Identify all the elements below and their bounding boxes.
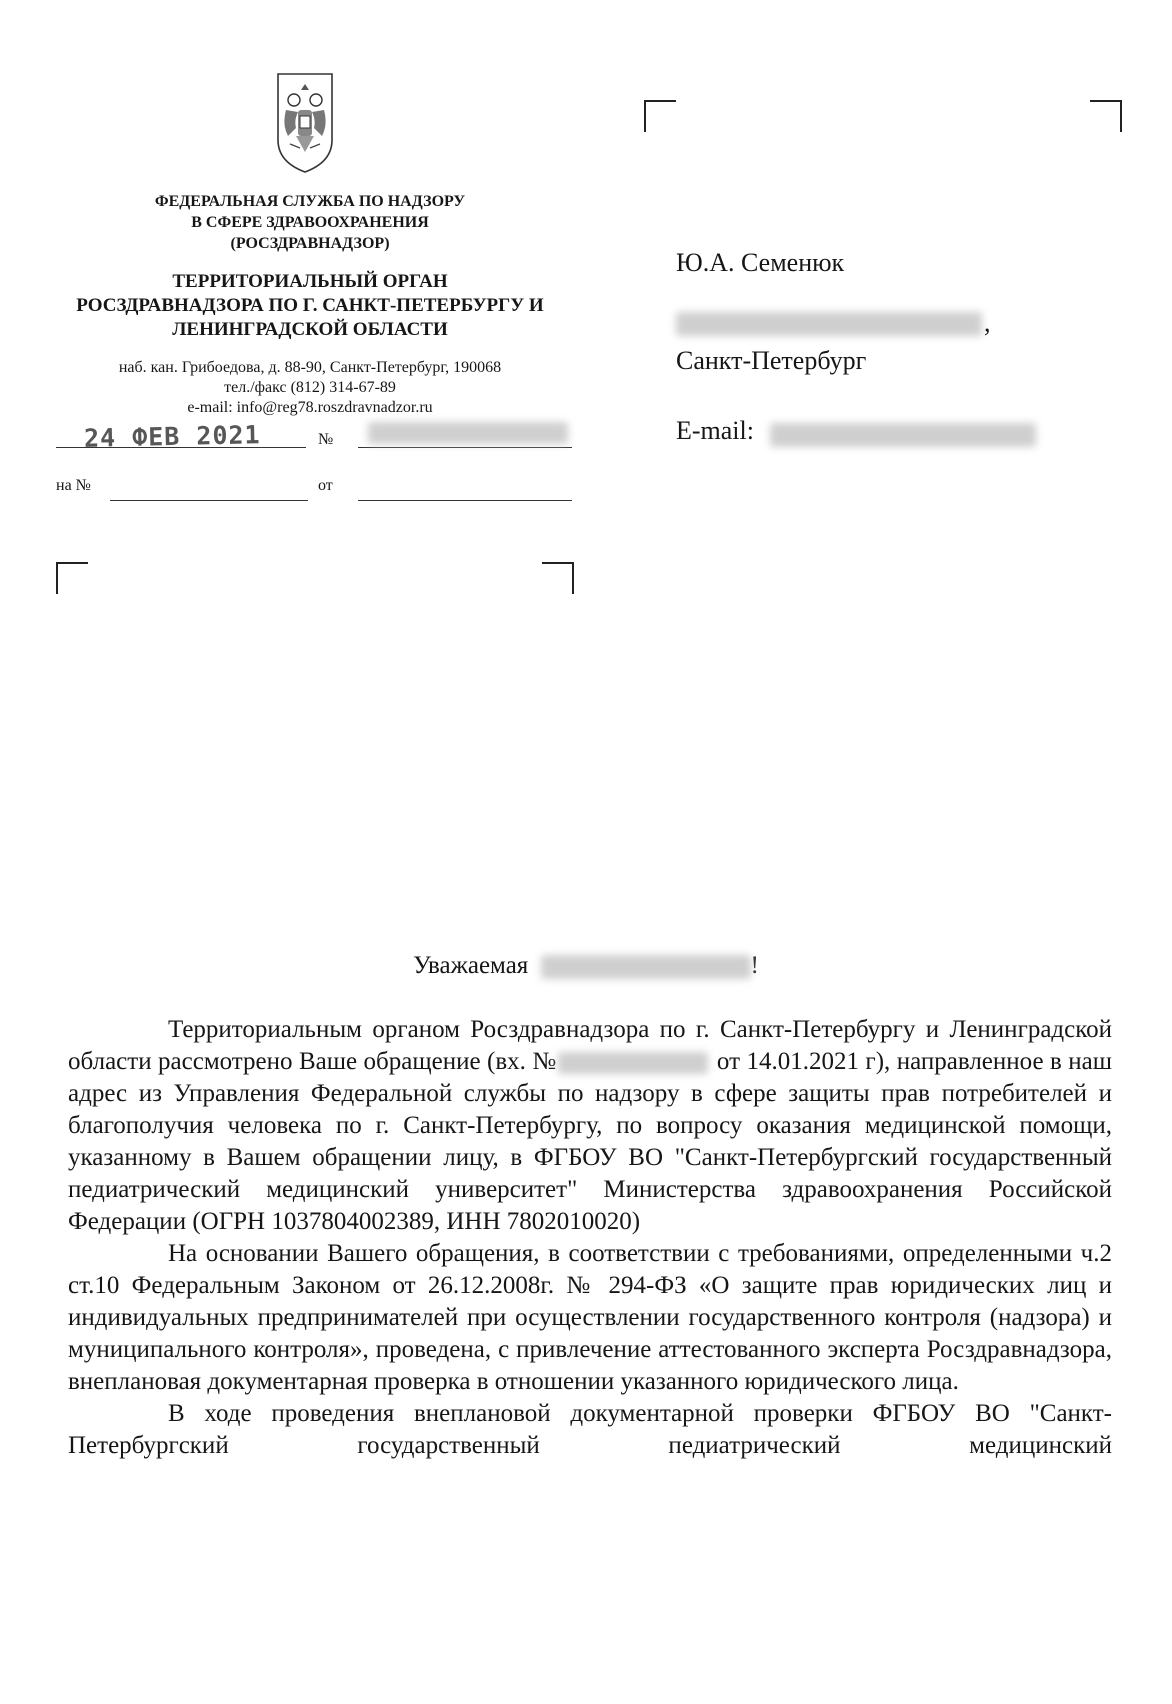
agency-line: В СФЕРЕ ЗДРАВООХРАНЕНИЯ: [191, 214, 429, 231]
paragraph-1-end: от 14.01.2021 г), направленное в наш адрес из Управления Федеральной службы по надзору в сфере защиты прав потребителей и благополучия человека по г. Санкт-Петербургу, по вопросу оказания медицинской помощи, указанному в Вашем обращении лицу, в ФГБОУ ВО "Санкт-Петербургский государственный педиатрический медицинский университет" Министерства здравоохранения Российской Федерации (ОГРН 1037804002389, ИНН 7802010020): [68, 1048, 1113, 1235]
redacted-recipient-name: [541, 955, 751, 979]
ref-date-line: [358, 482, 572, 501]
agency-address: наб. кан. Грибоедова, д. 88-90, Санкт-Петербург, 190068: [118, 359, 502, 376]
agency-line: (РОСЗДРАВНАДЗОР): [230, 235, 390, 252]
salutation-prefix: Уважаемая: [413, 952, 529, 979]
paragraph-1: [68, 1014, 1112, 1238]
redacted-street: [676, 312, 982, 336]
agency-name: [50, 191, 570, 254]
corner-mark: [1090, 100, 1122, 132]
territorial-line: РОСЗДРАВНАДЗОРА ПО Г. САНКТ-ПЕТЕРБУРГУ И: [76, 295, 544, 316]
ref-number-label: на №: [56, 477, 91, 494]
agency-contacts: [50, 358, 570, 418]
letter-body: [68, 1014, 1112, 1462]
redacted-number: [368, 422, 568, 444]
salutation-suffix: !: [750, 952, 759, 979]
paragraph-2: На основании Вашего обращения, в соответствии с требованиями, определенными ч.2 ст.10 Федеральным Законом от 26.12.2008г. № 294-ФЗ «О защите прав юридических лиц и индивидуальных предпринимателей при осуществлении государственного контроля (надзора) и муниципального контроля», проведена, с привлечение аттестованного эксперта Росздравнадзора, внеплановая документарная проверка в отношении указанного юридического лица.: [68, 1240, 1112, 1395]
paragraph-3: В ходе проведения внеплановой документарной проверки ФГБОУ ВО "Санкт-Петербургский государственный педиатрический медицинский: [68, 1400, 1112, 1459]
corner-mark: [56, 562, 88, 594]
addressee-email-label: E-mail:: [676, 416, 754, 445]
ref-number-line: [110, 482, 308, 501]
addressee-name: Ю.А. Семенюк: [676, 248, 845, 277]
agency-phone: тел./факс (812) 314-67-89: [224, 379, 396, 396]
coat-of-arms-icon: [272, 70, 338, 174]
ref-date-label: от: [318, 477, 333, 494]
territorial-body-name: [50, 270, 570, 342]
territorial-line: ТЕРРИТОРИАЛЬНЫЙ ОРГАН: [172, 271, 448, 292]
redacted-email: [770, 423, 1036, 447]
addressee-city: Санкт-Петербург: [676, 346, 867, 375]
agency-line: ФЕДЕРАЛЬНАЯ СЛУЖБА ПО НАДЗОРУ: [154, 193, 466, 210]
paragraph-1-start: Территориальным органом Росздравнадзора по г. Санкт-Петербургу и Ленинградской области рассмотрено Ваше обращение (вх. №: [68, 1016, 1112, 1075]
addressee-street-comma: ,: [984, 308, 991, 337]
corner-mark: [542, 562, 574, 594]
outgoing-number-label: №: [318, 431, 334, 448]
corner-mark: [644, 100, 676, 132]
salutation: [0, 952, 1172, 980]
territorial-line: ЛЕНИНГРАДСКОЙ ОБЛАСТИ: [172, 319, 448, 340]
redacted-incoming-number: [558, 1052, 708, 1074]
date-stamp: 24 ФЕВ 2021: [83, 420, 261, 453]
agency-email: e-mail: info@reg78.roszdravnadzor.ru: [187, 399, 433, 416]
